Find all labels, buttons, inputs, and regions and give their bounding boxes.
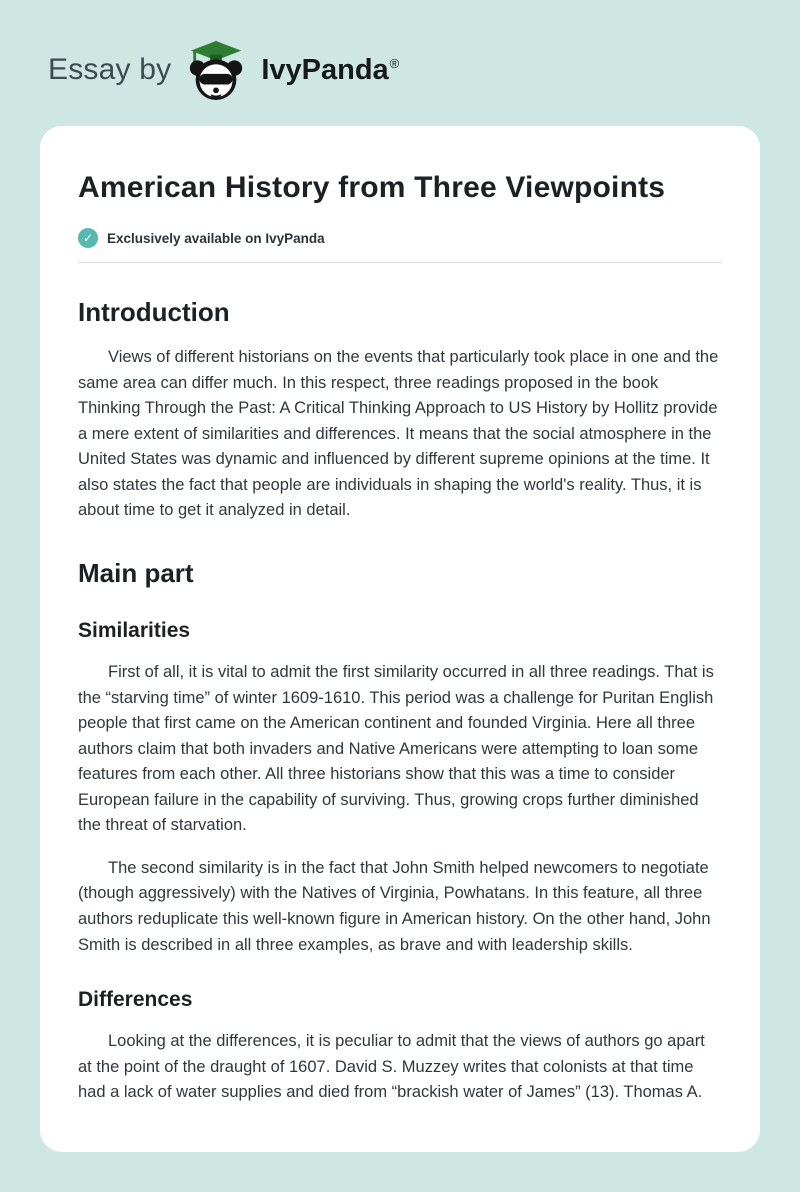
essay-card — [40, 126, 760, 1152]
differences-heading: Differences — [78, 988, 193, 1012]
main-part-heading: Main part — [78, 557, 194, 588]
brand-logo-text — [261, 54, 399, 87]
similarities-heading: Similarities — [78, 618, 191, 642]
similarities-paragraph-1: First of all, it is vital to admit the first similarity occurred in all three readings. That is the “starving time” of winter 1609-1610. This period was a challenge for Puritan English people that first came on the American continent and founded Virginia. Here all three authors claim that both invaders and Native Americans were attempting to loan some features from each other. All three historians show that this was a time to consider European failure in the capability of surviving. Thus, growing crops further diminished the threat of starvation. — [78, 662, 714, 835]
similarities-paragraph-2: The second similarity is in the fact that John Smith helped newcomers to negotiate (though aggressively) with the Natives of Virginia, Powhatans. In this feature, all three authors reduplicate this well-known figure in American history. On the other hand, John Smith is described in all three examples, as brave and with leadership skills. — [78, 858, 711, 954]
essay-title: American History from Three Viewpoints — [78, 171, 666, 204]
introduction-heading: Introduction — [78, 297, 230, 327]
availability-badge — [78, 228, 722, 263]
differences-paragraph-1: Looking at the differences, it is peculiar to admit that the views of authors go apart at the point of the draught of 1607. David S. Muzzey writes that colonists at that time had a lack of water supplies and died from “brackish water of James” (13). Thomas A. — [78, 1032, 705, 1102]
header — [0, 38, 800, 102]
brand-name: IvyPanda — [261, 53, 389, 86]
check-icon: ✓ — [78, 228, 98, 248]
availability-badge-label: Exclusively available on IvyPanda — [107, 230, 325, 246]
essay-by-label: Essay by — [48, 53, 172, 86]
introduction-paragraph: Views of different historians on the events that particularly took place in one and the same area can differ much. In this respect, three readings proposed in the book Thinking Through the Past: A Critical Thinking Approach to US History by Hollitz provide a mere extent of similarities and differences. It means that the social atmosphere in the United States was dynamic and influenced by different supreme opinions at the time. It also states the fact that people are individuals in shaping the world's reality. Thus, it is about time to get it analyzed in detail. — [78, 348, 719, 520]
panda-graduation-cap-icon — [185, 39, 247, 101]
registered-trademark: ® — [389, 55, 400, 71]
